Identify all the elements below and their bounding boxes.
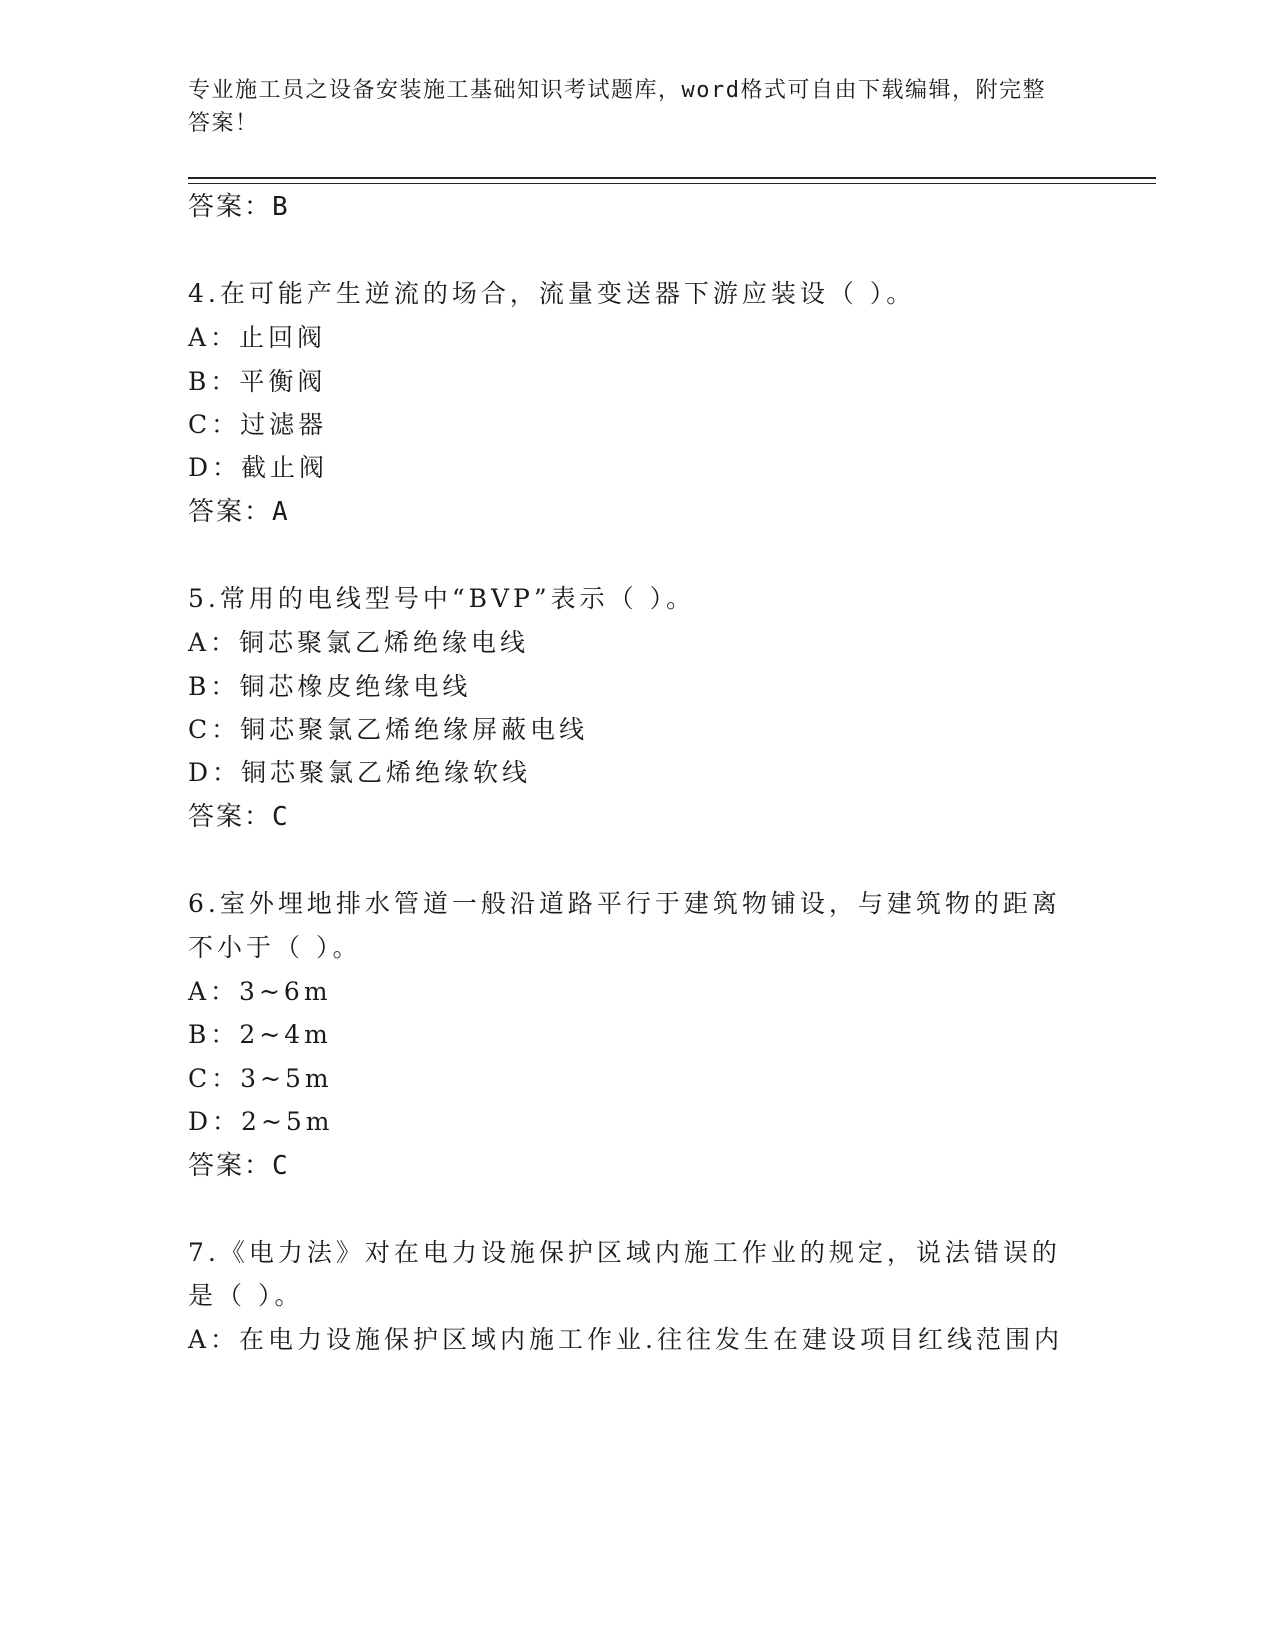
answer-q5: 答案：C bbox=[188, 802, 290, 832]
question-6-option-d: D：2~5m bbox=[188, 1107, 334, 1136]
question-6-option-a: A：3~6m bbox=[188, 977, 332, 1006]
question-7-option-a: A：在电力设施保护区域内施工作业.往往发生在建设项目红线范围内 bbox=[188, 1325, 1064, 1354]
answer-q3: 答案：B bbox=[188, 192, 290, 222]
question-6-stem-line-1: 6.室外埋地排水管道一般沿道路平行于建筑物铺设，与建筑物的距离 bbox=[188, 889, 1061, 918]
question-7-stem-line-1: 7.《电力法》对在电力设施保护区域内施工作业的规定，说法错误的 bbox=[188, 1238, 1061, 1267]
document-header: 专业施工员之设备安装施工基础知识考试题库，word格式可自由下载编辑，附完整答案！ bbox=[188, 78, 1046, 136]
answer-q6: 答案：C bbox=[188, 1151, 290, 1181]
question-5-option-b: B：铜芯橡皮绝缘电线 bbox=[188, 672, 472, 701]
question-7-stem-line-2: 是（ ）。 bbox=[188, 1281, 304, 1310]
answer-q4: 答案：A bbox=[188, 497, 290, 527]
question-4-option-d: D：截止阀 bbox=[188, 453, 329, 482]
question-5-option-d: D：铜芯聚氯乙烯绝缘软线 bbox=[188, 758, 532, 787]
question-5-option-a: A：铜芯聚氯乙烯绝缘电线 bbox=[188, 628, 530, 657]
question-6-option-b: B：2~4m bbox=[188, 1020, 332, 1049]
question-5-stem: 5.常用的电线型号中“BVP”表示（ ）。 bbox=[188, 584, 696, 613]
question-6-stem-line-2: 不小于（ ）。 bbox=[188, 933, 362, 962]
question-6-option-c: C：3~5m bbox=[188, 1064, 333, 1093]
question-4-option-c: C：过滤器 bbox=[188, 410, 328, 439]
header-divider-thin bbox=[188, 183, 1156, 184]
question-4-stem: 4.在可能产生逆流的场合，流量变送器下游应装设（ ）。 bbox=[188, 279, 916, 308]
question-4-option-a: A：止回阀 bbox=[188, 323, 327, 352]
question-5-option-c: C：铜芯聚氯乙烯绝缘屏蔽电线 bbox=[188, 715, 589, 744]
question-4-option-b: B：平衡阀 bbox=[188, 367, 327, 396]
header-divider-thick bbox=[188, 177, 1156, 179]
